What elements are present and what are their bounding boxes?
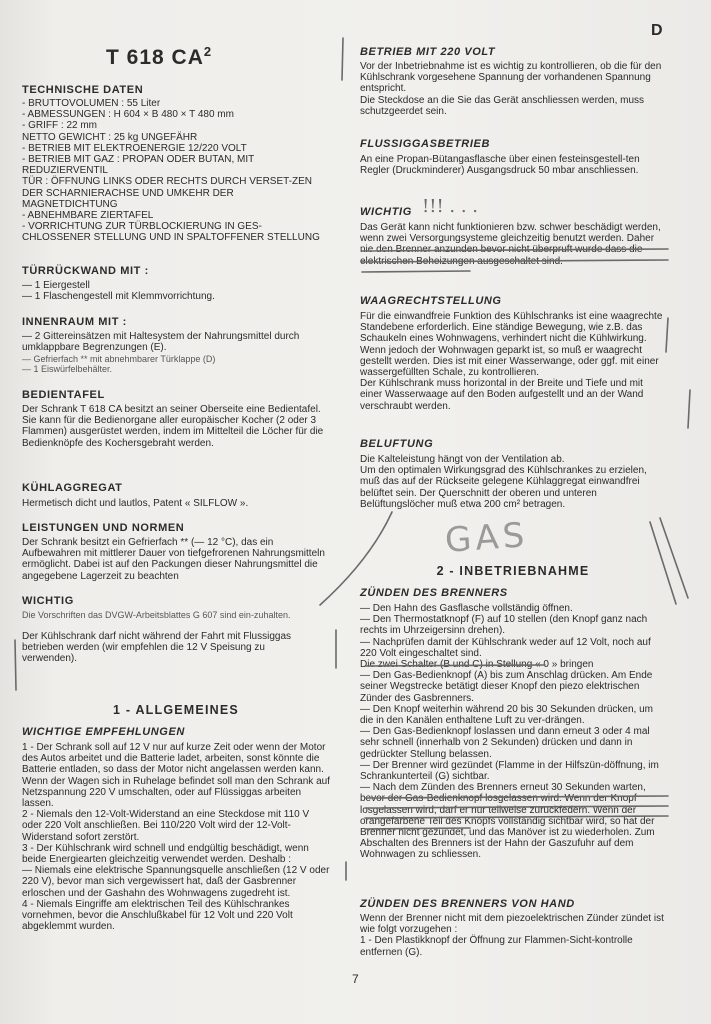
v220-heading: BETRIEB MIT 220 VOLT bbox=[360, 46, 496, 58]
section-1-title: 1 - ALLGEMEINES bbox=[113, 703, 239, 717]
model-title-sup: 2 bbox=[203, 44, 213, 59]
pencil-slash-1 bbox=[660, 518, 688, 598]
pencil-bar-right bbox=[666, 318, 668, 352]
leveling-heading: WAAGRECHTSTELLUNG bbox=[360, 295, 502, 307]
handwritten-gas-note: GAS bbox=[443, 515, 530, 561]
handwritten-exclamation-note: !!! . . . bbox=[422, 196, 479, 217]
ventilation-heading: BELUFTUNG bbox=[360, 438, 434, 450]
cooling-text: Hermetisch dicht und lautlos, Patent « SILFLOW ». bbox=[22, 498, 249, 509]
tech-data-heading: TECHNISCHE DATEN bbox=[22, 84, 144, 96]
ventilation-text: Die Kalteleistung hängt von der Ventilation ab. Um den optimalen Wirkungsgrad des Kühlschrankes zu erzielen, muß das auf der Rückseite gelegene Kühlaggregat einwandfrei belüftet sein. Der Querschnitt der oberen und unteren Belüftungslöcher muß etwa 200 cm² betragen. bbox=[360, 454, 647, 510]
recommendations-text: 1 - Der Schrank soll auf 12 V nur auf kurze Zeit oder wenn der Motor des Autos arbeitet und die Batterie ladet, arbeiten, sonst könnte die Batterie entladen, so dass der Motor nicht angelassen werden kann. Wenn der Wagen sich in Ruhelage befindet soll man den Schrank auf Netzspannung 220 V umschalten, oder auf Flüssiggas arbeiten lassen. 2 - Niemals den 12-Volt-Widerstand an eine Steckdose mit 110 V oder 220 Volt anschließen. Bei 110/220 Volt wird der 12-Volt-Widerstand sofort zerstört. 3 - Der Kühlschrank wird schnell und endgültig beschädigt, wenn beide Energiearten gleichzeitig verwendet werden. Deshalb : — Niemals eine elektrische Spannungsquelle anschließen (12 V oder 220 V), bevor man sich vergewissert hat, daß der Gasbrenner erloschen und der Gashahn des Wohnwagens zugedreht ist. 4 - Niemals Eingriffe am elektrischen Teil des Kühlschrankes vornehmen, bevor die Anschlußkabel für 12 Volt und 220 Volt abgeklemmt wurden. bbox=[22, 742, 330, 933]
pencil-underline-5 bbox=[365, 806, 668, 808]
right-warning-heading: WICHTIG bbox=[360, 206, 412, 218]
pencil-underline-3 bbox=[362, 271, 470, 272]
recommendations-heading: WICHTIGE EMPFEHLUNGEN bbox=[22, 726, 185, 738]
inner-heading: INNENRAUM MIT : bbox=[22, 316, 127, 328]
left-warning-heading: WICHTIG bbox=[22, 595, 74, 607]
section-marker: D bbox=[651, 22, 663, 39]
panel-text: Der Schrank T 618 CA besitzt an seiner Oberseite eine Bedientafel. Sie kann für die Bedienorgane aller europäischer Kocher (2 oder 3 Flammen) ausgerüstet werden, indem im Mittelteil die Löcher für die Bedienknöpfe des Kochersgebraht werden. bbox=[22, 404, 324, 449]
ignition-heading: ZÜNDEN DES BRENNERS bbox=[360, 587, 508, 599]
pencil-underline-6 bbox=[365, 816, 668, 818]
pencil-underline-2 bbox=[362, 260, 668, 262]
pencil-underline-1 bbox=[362, 249, 668, 251]
pencil-strike-line bbox=[366, 665, 545, 666]
door-text: — 1 Eiergestell — 1 Flaschengestell mit Klemmvorrichtung. bbox=[22, 280, 215, 303]
pencil-bar-top bbox=[342, 38, 343, 80]
tech-data-text: - BRUTTOVOLUMEN : 55 Liter - ABMESSUNGEN : H 604 × B 480 × T 480 mm - GRIFF : 22 mm NETTO GEWICHT : 25 kg UNGEFÄHR - BETRIEB MIT ELEKTROENERGIE 12/220 VOLT - BETRIEB MIT GAZ : PROPAN ODER BUTAN, MIT REDUZIERVENTIL TÜR : ÖFFNUNG LINKS ODER RECHTS DURCH VERSET-ZEN DER SCHARNIERACHSE UND UMKEHR DER MAGNETDICHTUNG - ABNEHMBARE ZIERTAFEL - VORRICHTUNG ZUR TÜRBLOCKIERUNG IN GES-CHLOSSENER STELLUNG UND IN SPALTOFFENER STELLUNG bbox=[22, 98, 320, 244]
inner-text: — 2 Gittereinsätzen mit Haltesystem der Nahrungsmittel durch umklappbare Begrenzungen (E). bbox=[22, 331, 300, 354]
cooling-heading: KÜHLAGGREGAT bbox=[22, 482, 123, 494]
pencil-underline-4 bbox=[365, 796, 668, 798]
right-warning-text: Das Gerät kann nicht funktionieren bzw. schwer beschädigt werden, wenn zwei Versorgungsysteme gleichzeitig benutzt werden. Daher nie den Brenner anzunden bevor nicht überpruft wurde dass die elektrischen Beheizungen ausgeschaltet sind. bbox=[360, 222, 661, 267]
model-title-text: T 618 CA bbox=[106, 46, 204, 69]
pencil-slash-2 bbox=[650, 522, 676, 604]
left-warning-small: Die Vorschriften das DVGW-Arbeitsblattes G 607 sind ein-zuhalten. bbox=[22, 610, 291, 620]
pencil-underline-7 bbox=[365, 828, 470, 829]
pencil-bar-right-2 bbox=[688, 390, 690, 428]
panel-heading: BEDIENTAFEL bbox=[22, 389, 105, 401]
manual-ignition-heading: ZÜNDEN DES BRENNERS VON HAND bbox=[360, 898, 575, 910]
performance-heading: LEISTUNGEN UND NORMEN bbox=[22, 522, 185, 534]
inner-small-text: — Gefrierfach ** mit abnehmbarer Türklappe (D) — 1 Eiswürfelbehälter. bbox=[22, 354, 216, 374]
pencil-arrow-stroke bbox=[320, 512, 392, 605]
liquid-gas-text: An eine Propan-Bütangasflasche über einen festeinsgestell-ten Regler (Druckminderer) Ausgangsdruck 50 mbar anschliessen. bbox=[360, 154, 640, 177]
liquid-gas-heading: FLUSSIGGASBETRIEB bbox=[360, 138, 490, 150]
door-heading: TÜRRÜCKWAND MIT : bbox=[22, 265, 149, 277]
section-2-title: 2 - INBETRIEBNAHME bbox=[436, 564, 590, 578]
pencil-bar-left bbox=[15, 640, 16, 690]
page-number: 7 bbox=[352, 972, 359, 986]
ignition-text: — Den Hahn des Gasflasche vollständig öffnen. — Den Thermostatknopf (F) auf 10 stellen (den Knopf ganz nach rechts im Uhrzeigersinn drehen). — Nachprüfen damit der Kühlschrank weder auf 12 Volt, noch auf 220 Volt eingeschaltet sind. Die zwei Schalter (B und C) in Stellung « 0 » bringen — Den Gas-Bedienknopf (A) bis zum Anschlag drücken. Am Ende seiner Wegstrecke betätigt dieser Knopf den piezo elektrischen Zünder des Gasbrenners. — Den Knopf weiterhin während 20 bis 30 Sekunden drücken, um die in den Kanälen enthaltene Luft zu ver-drängen. — Den Gas-Bedienknopf loslassen und dann erneut 3 oder 4 mal sehr schnell (innerhalb von 2 Sekunden) drücken und dann in gedrückter Stellung belassen. — Der Brenner wird gezündet (Flamme in der Hilfszün-döffnung, im Schrankunterteil (G) sichtbar. — Nach dem Zünden des Brenners erneut 30 Sekunden warten, bevor der Gas-Bedienknopf losgelassen wird. Wenn der Knopf losgelassen wird, darf er nur teilweise zurückfedern. Wenn der orangefarbene Teil des Knopfs vollständig sichtbar wird, so hat der Brenner nicht gezündet, und das Manöver ist zu wiederholen. Zum Abschalten des Brenners ist der Hahn der Gaszufuhr auf dem Wohnwagen zu schliessen. bbox=[360, 603, 659, 861]
manual-ignition-text: Wenn der Brenner nicht mit dem piezoelektrischen Zünder zündet ist wie folgt vorzugehen : 1 - Den Plastikknopf der Öffnung zur Flammen-Sicht-kontrolle entfernen (G). bbox=[360, 913, 664, 958]
leveling-text: Für die einwandfreie Funktion des Kühlschranks ist eine waagrechte Standebene erforderlich. Eine ständige Bewegung, wie z.B. das Schaukeln eines Wohnwagens, verhindert nicht die Kühlwirkung. Wenn jedoch der Wohnwagen geparkt ist, so muß er waagrecht gestellt werden. Dies ist mit einer Wasserwange, oder ggf. mit einer wassergefüllten Schale, zu kontrollieren. Der Kühlschrank muss horizontal in der Breite und Tiefe und mit einer Wasserwaage auf den Boden aufgestellt und an der Wand verschraubt werden. bbox=[360, 311, 663, 412]
performance-text: Der Schrank besitzt ein Gefrierfach ** (— 12 °C), das ein Aufbewahren mit mittlerer Dauer von tiefgefrorenen Nahrungsmitteln ermöglicht. Dabei ist auf den Packungen dieser Nahrungsmittel die angegebene Lagerzeit zu beachten bbox=[22, 537, 325, 582]
v220-text: Vor der Inbetriebnahme ist es wichtig zu kontrollieren, ob die für den Kühlschrank vorgesehene Spannung der vorhandenen Spannung entspricht. Die Steckdose an die Sie das Gerät anschliessen werden, muss schutzgeerdet sein. bbox=[360, 61, 662, 117]
left-warning-text: Der Kühlschrank darf nicht während der Fahrt mit Flussiggas betrieben werden (wir empfehlen die 12 V Speisung zu verwenden). bbox=[22, 631, 292, 665]
